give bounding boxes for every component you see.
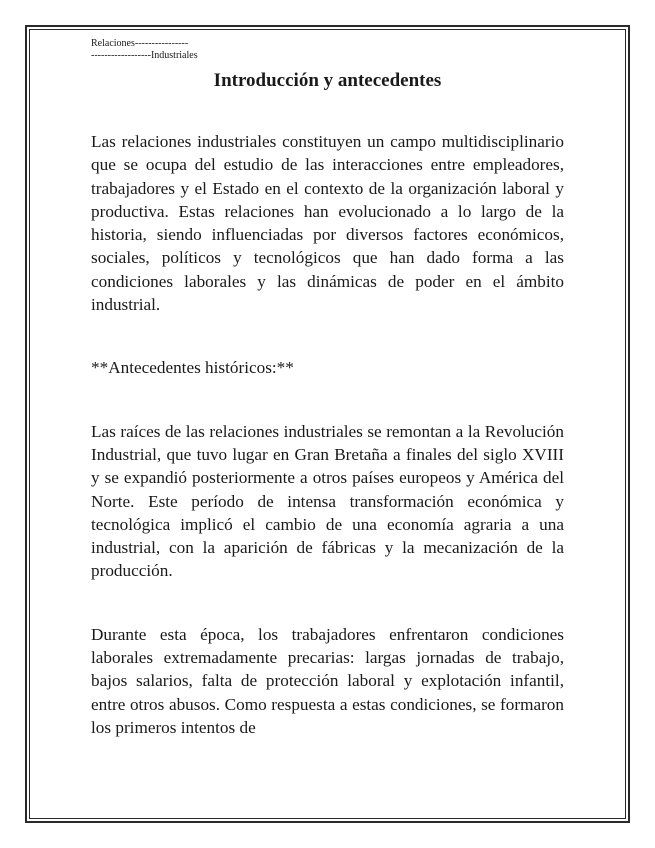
running-header-line-1: Relaciones---------------- [91, 38, 189, 49]
paragraph-intro: Las relaciones industriales constituyen un campo multidisciplinario que se ocupa del estudio de las interacciones entre empleadores, trabajadores y el Estado en el contexto de la organización laboral y productiva. Estas relaciones han evolucionado a lo largo de la historia, siendo influenciadas por diversos factores económicos, sociales, políticos y tecnológicos que han dado forma a las condiciones laborales y las dinámicas de poder en el ámbito industrial. [91, 132, 564, 315]
paragraph-revolucion-industrial: Las raíces de las relaciones industriales se remontan a la Revolución Industrial, que tuvo lugar en Gran Bretaña a finales del siglo XVIII y se expandió posteriormente a otros países europeos y América del Norte. Este período de intensa transformación económica y tecnológica implicó el cambio de una economía agraria a una industrial, con la aparición de fábricas y la mecanización de la producción. [91, 421, 564, 581]
document-body [91, 38, 564, 739]
document-title: Introducción y antecedentes [213, 70, 442, 91]
section-heading-antecedentes: **Antecedentes históricos:** [91, 358, 294, 378]
running-header-line-2: ------------------Industriales [91, 50, 198, 61]
paragraph-condiciones-laborales: Durante esta época, los trabajadores enfrentaron condiciones laborales extremadamente precarias: largas jornadas de trabajo, bajos salarios, falta de protección laboral y explotación infantil, entre otros abusos. Como respuesta a estas condiciones, se formaron los primeros intentos de [91, 624, 564, 737]
